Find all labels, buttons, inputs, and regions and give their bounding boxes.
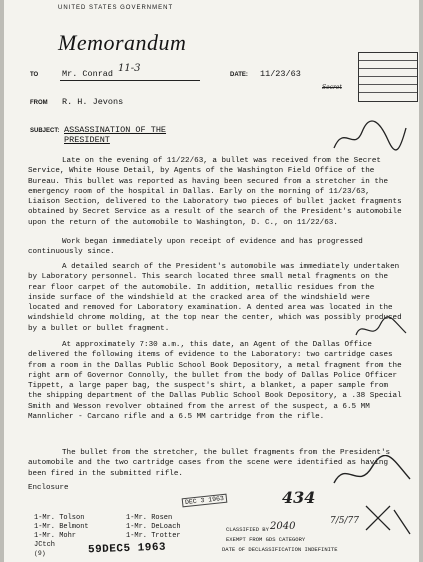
paragraph-3-text: A detailed search of the President's automobile was immediately undertaken by Laboratory personnel. This search located three small metal fragments on the rear floor carpet of the automobile. In addition, metallic residues from the inside surface of the windshield at the cracked area of the windshield were located and removed for Laboratory examination. A dented area was located in the windshield chrome molding, at the top near the center, which was possibly produced by a bullet or bullet fragment.	[28, 263, 402, 333]
declass-line-1: CLASSIFIED BY	[226, 526, 269, 533]
to-value: Mr. Conrad	[62, 69, 114, 79]
routing-row	[359, 77, 417, 85]
receipt-date-stamp: 59DEC5 1963	[87, 541, 167, 557]
cc-left-1: 1-Mr. Tolson	[34, 514, 85, 522]
routing-row	[359, 85, 417, 93]
subject-line-1: ASSASSINATION OF THE	[64, 125, 167, 135]
scan-edge-right	[419, 0, 423, 562]
paragraph-2-text: Work began immediately upon receipt of evidence and has progressed continuously since.	[28, 238, 363, 257]
date-value: 11/23/63	[260, 69, 301, 79]
cc-right-1: 1-Mr. Rosen	[126, 514, 173, 522]
record-number: 434	[282, 488, 316, 507]
cc-left-4: JCtch	[34, 541, 56, 549]
memo-title: Memorandum	[58, 30, 187, 55]
enclosure-label: Enclosure	[28, 484, 69, 492]
cc-left-3: 1-Mr. Mohr	[34, 532, 77, 540]
paragraph-4-text: At approximately 7:30 a.m., this date, an Agent of the Dallas Office delivered the following items of evidence to the Laboratory: two cartridge cases from a room in the Dallas Public School Book Depository, a metal fragment from the right arm of Governor Connolly, the bullet from the body of Dallas Police Officer Tippett, a large paper bag, the suspect's shirt, a blanket, a paper sample from the shipping department of the Dallas Public School Book Depository, a .38 Special Smith and Wesson revolver obtained from the arrest of the suspect, a 6.5 MM Mannlicher - Carcano rifle and a 6.5 MM cartridge from the rifle.	[28, 341, 402, 422]
routing-row	[359, 61, 417, 69]
paragraph-4	[28, 340, 403, 422]
letterhead-top-line: UNITED STATES GOVERNMENT	[58, 5, 174, 11]
handwritten-corner-mark	[360, 500, 415, 540]
secret-mark: Secret	[322, 84, 342, 91]
handwritten-signature-scribble	[330, 118, 410, 158]
dec-stamp: DEC 3 1963	[182, 494, 228, 508]
handwritten-margin-mark	[352, 315, 412, 345]
cc-left-2: 1-Mr. Belmont	[34, 523, 89, 531]
handwritten-initials-scribble	[330, 455, 415, 495]
paragraph-2	[28, 237, 403, 258]
handwritten-date: 7/5/77	[330, 516, 359, 526]
to-underline	[60, 80, 200, 81]
paragraph-1	[28, 156, 403, 228]
from-value: R. H. Jevons	[62, 97, 124, 107]
declass-line-3: DATE OF DECLASSIFICATION INDEFINITE	[222, 546, 338, 553]
paragraph-5-text: The bullet from the stretcher, the bullet fragments from the President's automobile and the two cartridge cases from the scene were identified as having been fired in the submitted rifle.	[28, 449, 391, 478]
paragraph-1-text: Late on the evening of 11/22/63, a bullet was received from the Secret Service, White House Detail, by Agents of the Washington Field Office of the Bureau. This bullet was reported as having been secured from a stretcher in the emergency room of the hospital in Dallas. Early on the morning of 11/23/63, Liaison Section, delivered to the Laboratory two pieces of bullet jacket fragments obtained by Secret Service as a result of the search of the President's automobile upon the return of the automobile to Washington, D. C., on 11/22/63.	[28, 157, 402, 227]
routing-row	[359, 69, 417, 77]
page-number: (9)	[34, 550, 46, 557]
declass-line-2: EXEMPT FROM GDS CATEGORY	[226, 536, 306, 543]
to-label: TO	[30, 72, 39, 78]
cc-right-2: 1-Mr. DeLoach	[126, 523, 181, 531]
scan-edge-left	[0, 0, 4, 562]
paragraph-3	[28, 262, 403, 334]
cc-right-3: 1-Mr. Trotter	[126, 532, 181, 540]
subject-label: SUBJECT:	[30, 128, 60, 134]
routing-row	[359, 53, 417, 61]
routing-box	[358, 52, 418, 102]
classified-by-number: 2040	[270, 521, 296, 532]
date-label: DATE:	[230, 72, 248, 78]
subject-line-2: PRESIDENT	[64, 135, 110, 145]
handwritten-initials: 11-3	[118, 63, 141, 74]
from-label: FROM	[30, 100, 48, 106]
